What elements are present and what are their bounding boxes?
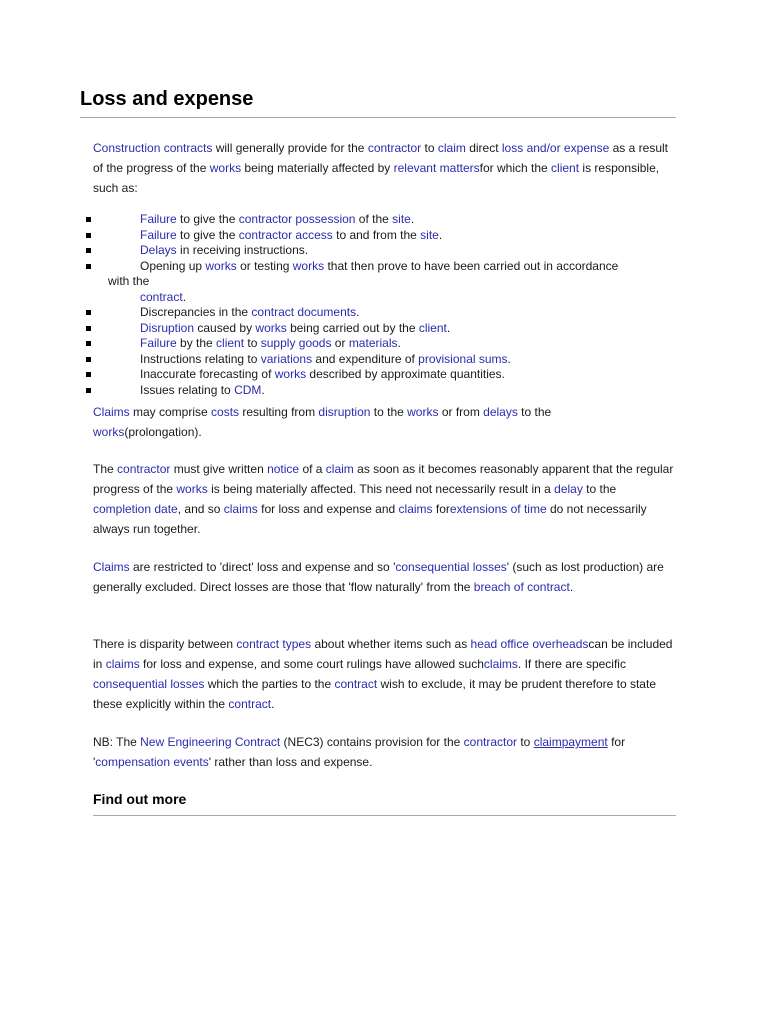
list-item [0,212,768,228]
link-contract[interactable]: contract [334,677,378,691]
text-run: for loss and expense, and some court rulings have allowed such [139,657,484,671]
text-run: which the parties to the [204,677,335,691]
link-provisional-sums[interactable]: provisional sums [418,351,508,366]
link-claim[interactable]: claim [533,735,562,749]
text-run: . [569,580,574,594]
text-run: about whether items such as [311,637,471,651]
list-item [0,352,768,368]
list-item [0,228,768,244]
list-item [0,367,768,383]
find-out-more-heading: Find out more [93,791,187,807]
link-site[interactable]: site [392,212,411,226]
text-run: to give the [176,227,239,242]
text-run: to [421,141,438,155]
link-compensation-events[interactable]: compensation events [95,755,209,769]
text-run: described by approximate quantities. [306,367,505,381]
text-run: . [261,382,265,397]
text-run: or from [438,405,484,419]
text-run: (prolongation). [124,425,202,439]
link-claims[interactable]: claims [223,502,258,516]
link-contract-documents[interactable]: contract documents [251,305,357,319]
link-materials[interactable]: materials [348,336,398,350]
text-run: to the [582,482,617,496]
link-cdm[interactable]: CDM [234,382,262,397]
text-run: There is disparity between [93,637,237,651]
text-run: is being materially affected. This need not necessarily result in a [207,482,555,496]
text-run: caused by [194,320,256,335]
bullet-marker [86,217,91,222]
link-claims[interactable]: Claims [93,405,130,419]
text-run: Instructions relating to [140,351,261,366]
text-run: Inaccurate forecasting of [140,367,275,381]
link-claim[interactable]: claim [437,141,466,155]
bullet-marker [86,233,91,238]
bullet-marker [86,341,91,346]
link-works[interactable]: works [205,258,237,273]
text-run: . [446,320,451,335]
text-run: resulting from [239,405,319,419]
link-contractor[interactable]: contractor [463,735,517,749]
claims-paragraph [93,402,571,442]
link-new-engineering-contract[interactable]: New Engineering Contract [140,735,281,749]
link-contract[interactable]: contract [228,697,272,711]
list-item [0,259,768,306]
text-run: for which the [479,161,552,175]
text-run: or [331,336,349,350]
link-failure[interactable]: Failure [140,212,177,226]
text-run: (NEC3) contains provision for the [280,735,464,749]
link-breach-of-contract[interactable]: breach of contract [473,580,570,594]
text-run: can be included in [93,637,673,671]
text-run: . [271,697,275,711]
list-item [0,305,768,321]
list-item [0,243,768,259]
bullet-marker [86,326,91,331]
text-run: ' rather than loss and expense. [208,755,373,769]
intro-paragraph [93,138,677,198]
link-works[interactable]: works [274,367,307,381]
link-contractor-possession[interactable]: contractor possession [238,212,356,226]
text-run: with the [108,274,150,288]
text-run: as a result of the progress of the [93,141,668,175]
link-disruption[interactable]: disruption [318,405,371,419]
text-run: to [517,735,534,749]
bullet-marker [86,388,91,393]
text-run: . [397,336,401,350]
text-run: being carried out by the [286,320,419,335]
text-run: . [410,212,415,226]
text-run: ' (such as lost production) are generally excluded. Direct losses are those that 'flow naturally' from the [93,560,664,594]
text-run: wish to exclude, it may be prudent therefore to state these explicitly within the [93,677,656,711]
link-relevant-matters[interactable]: relevant matters [393,161,480,175]
link-claims[interactable]: claims [483,657,518,671]
text-run: The [93,462,118,476]
link-extensions-of-time[interactable]: extensions of time [449,502,547,516]
link-client[interactable]: client [551,161,580,175]
link-client[interactable]: client [418,320,447,335]
link-claim[interactable]: claim [325,462,354,476]
text-run: , and so [177,502,224,516]
link-site[interactable]: site [420,227,439,242]
text-run: . [356,305,360,319]
title-divider [80,117,676,118]
link-costs[interactable]: costs [211,405,240,419]
text-run: may comprise [129,405,212,419]
text-run: to give the [176,212,239,226]
text-run: . If there are specific [517,657,626,671]
link-supply-goods[interactable]: supply goods [260,336,332,350]
link-works[interactable]: works [93,425,125,439]
text-run: that then prove to have been carried out in accordance [324,258,619,273]
link-claims[interactable]: Claims [93,560,130,574]
link-delays[interactable]: delays [483,405,518,419]
link-variations[interactable]: variations [260,351,313,366]
link-claims[interactable]: claims [398,502,433,516]
link-client[interactable]: client [216,336,245,350]
text-run: of a [299,462,326,476]
text-run: direct [465,141,502,155]
link-contractor[interactable]: contractor [367,141,422,155]
notice-paragraph [93,459,677,539]
text-run: as soon as it becomes reasonably apparent that the regular progress of the [93,462,674,496]
link-works[interactable]: works [209,161,242,175]
text-run: for [432,502,450,516]
text-run: must give written [170,462,268,476]
text-run: to [244,336,261,350]
text-run: Issues relating to [140,382,235,397]
direct-losses-paragraph [93,557,665,597]
bullet-marker [86,372,91,377]
link-contract-types[interactable]: contract types [236,637,312,651]
text-run: of the [355,212,393,226]
link-contractor-access[interactable]: contractor access [238,227,333,242]
link-works[interactable]: works [176,482,208,496]
text-run: . [182,289,187,304]
nec-paragraph [93,732,677,772]
text-run: . [438,227,443,242]
text-run: are restricted to 'direct' loss and expense and so ' [129,560,396,574]
relevant-matters-list [0,212,768,398]
link-delays[interactable]: Delays [140,243,177,257]
text-run: or testing [236,258,293,273]
list-item [0,383,768,399]
text-run: to and from the [332,227,421,242]
link-works[interactable]: works [255,320,287,335]
link-claims[interactable]: claims [105,657,140,671]
text-run: to the [517,405,552,419]
text-run: and expenditure of [312,351,419,366]
link-failure[interactable]: Failure [140,227,177,242]
link-contract[interactable]: contract [140,289,183,304]
link-notice[interactable]: notice [267,462,300,476]
text-run: do not necessarily always run together. [93,502,647,536]
text-run: is responsible, such as: [93,161,660,195]
text-run: being materially affected by [241,161,394,175]
list-item [0,336,768,352]
link-payment[interactable]: payment [561,735,608,749]
link-completion-date[interactable]: completion date [93,502,178,516]
text-run: in receiving instructions. [176,243,309,257]
text-run: Discrepancies in the [140,305,252,319]
text-run: will generally provide for the [212,141,368,155]
link-consequential-losses[interactable]: consequential losses [395,560,507,574]
link-works[interactable]: works [407,405,439,419]
section-divider [93,815,676,816]
link-consequential-losses[interactable]: consequential losses [93,677,205,691]
text-run: Opening up [140,258,206,273]
text-run: by the [176,336,217,350]
link-failure[interactable]: Failure [140,336,177,350]
link-delay[interactable]: delay [554,482,583,496]
bullet-marker [86,310,91,315]
bullet-marker [86,357,91,362]
page-title: Loss and expense [80,88,254,110]
list-item [0,321,768,337]
text-run: for ' [93,735,626,769]
link-contractor[interactable]: contractor [117,462,171,476]
link-construction-contracts[interactable]: Construction contracts [93,141,213,155]
link-works[interactable]: works [292,258,325,273]
disparity-paragraph [93,634,677,714]
text-run: . [507,351,511,366]
text-run: to the [370,405,408,419]
link-disruption[interactable]: Disruption [140,320,195,335]
bullet-marker [86,264,91,269]
link-head-office-overheads[interactable]: head office overheads [470,637,589,651]
link-loss-and-or-expense[interactable]: loss and/or expense [501,141,610,155]
text-run: for loss and expense and [257,502,399,516]
text-run: NB: The [93,735,141,749]
bullet-marker [86,248,91,253]
